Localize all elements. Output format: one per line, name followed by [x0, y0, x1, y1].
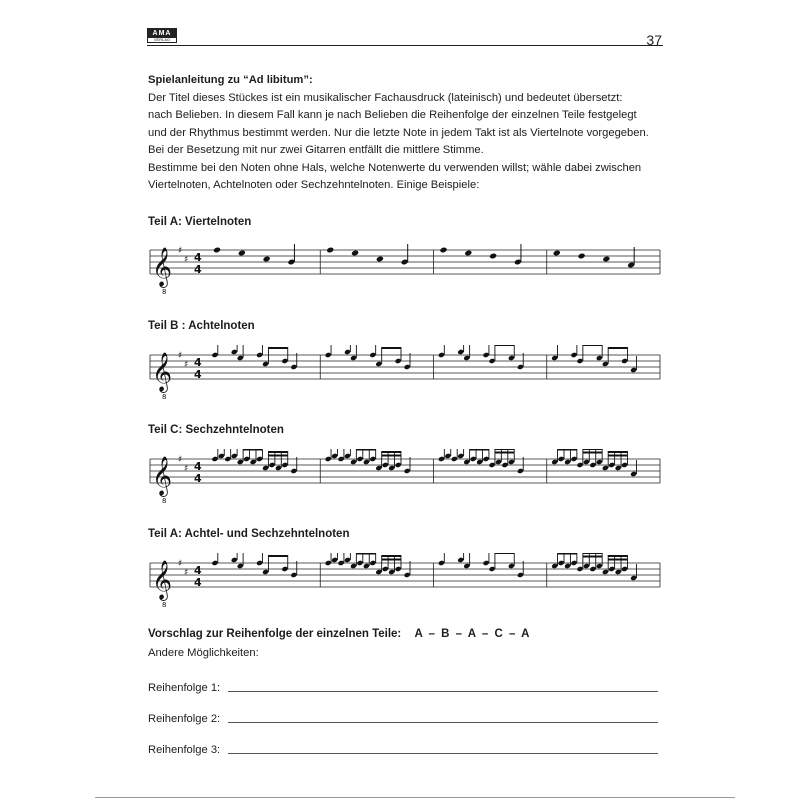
page-number: 37 [646, 32, 662, 48]
note-head [263, 256, 271, 263]
order-proposal-label: Vorschlag zur Reihenfolge der einzelnen Teile: [148, 628, 402, 640]
sharp-icon: ♯ [178, 351, 183, 361]
note-head [376, 256, 384, 263]
instructions-line: Bestimme bei den Noten ohne Hals, welche Notenwerte du verwenden willst; wähle dabei zwischen [148, 161, 642, 174]
order-input-line[interactable] [228, 691, 658, 692]
sharp-icon: ♯ [178, 559, 183, 569]
note-head [351, 250, 359, 257]
sharp-icon: ♯ [178, 455, 183, 465]
treble-clef-icon: 𝄞 [152, 352, 173, 392]
publisher-logo [147, 28, 177, 43]
note-beam [382, 559, 401, 561]
order-proposal-sequence: A – B – A – C – A [414, 628, 530, 640]
note-beam [583, 345, 602, 346]
note-beam [382, 347, 401, 349]
note-beam [583, 556, 602, 558]
note-head [439, 247, 447, 254]
note-beam [558, 553, 577, 555]
section-heading: Teil B : Achtelnoten [148, 320, 255, 332]
note-beam [382, 555, 401, 557]
sharp-icon: ♯ [184, 360, 189, 370]
sharp-icon: ♯ [178, 246, 183, 256]
note-beam [608, 347, 627, 349]
note-beam [268, 555, 287, 557]
time-signature-top: 4 [194, 251, 202, 264]
sharp-icon: ♯ [184, 255, 189, 265]
note-beam [382, 455, 401, 457]
instructions [148, 72, 668, 195]
treble-clef-icon: 𝄞 [152, 456, 173, 496]
sharp-icon: ♯ [184, 464, 189, 474]
instructions-line: Viertelnoten, Achtelnoten oder Sechzehntelnoten. Einige Beispiele: [148, 179, 480, 191]
music-staff [145, 553, 665, 613]
note-beam [268, 347, 287, 349]
note-head [602, 256, 610, 263]
note-beam [243, 449, 262, 451]
note-head [578, 253, 586, 260]
note-head [213, 247, 221, 254]
logo-text: AMA [148, 29, 176, 38]
order-label: Reihenfolge 3: [148, 744, 221, 756]
note-beam [382, 451, 401, 453]
note-beam [583, 452, 602, 454]
note-head [464, 250, 472, 257]
note-beam [558, 449, 577, 451]
time-signature-bottom: 4 [194, 263, 202, 276]
section-heading: Teil C: Sechzehntelnoten [148, 424, 284, 436]
octave-mark: 8 [162, 393, 167, 401]
note-beam [495, 449, 514, 450]
instructions-line: und der Rhythmus bestimmt werden. Nur die letzte Note in jedem Takt ist als Viertelnote vorgegeben. [148, 126, 649, 139]
music-staff [145, 449, 665, 509]
note-beam [495, 345, 514, 346]
octave-mark: 8 [162, 601, 167, 609]
note-beam [583, 449, 602, 450]
instructions-line: Der Titel dieses Stückes ist ein musikalischer Fachausdruck (lateinisch) und bedeutet übersetzt: [148, 91, 623, 104]
treble-clef-icon: 𝄞 [152, 560, 173, 600]
note-head [489, 253, 497, 260]
note-beam [268, 451, 287, 453]
page-bottom-edge [95, 797, 735, 798]
note-beam [495, 452, 514, 454]
note-beam [495, 553, 514, 554]
note-beam [608, 451, 627, 453]
other-options-label: Andere Möglichkeiten: [148, 647, 259, 659]
music-staff [145, 240, 665, 300]
time-signature-top: 4 [194, 356, 202, 369]
section-heading: Teil A: Viertelnoten [148, 216, 252, 228]
note-head [238, 250, 246, 257]
note-beam [608, 559, 627, 561]
time-signature-bottom: 4 [194, 472, 202, 485]
instructions-line: nach Belieben. In diesem Fall kann je nach Belieben die Reihenfolge der einzelnen Teile festgelegt [148, 109, 637, 121]
note-beam [608, 555, 627, 557]
order-label: Reihenfolge 2: [148, 713, 221, 725]
logo-subtext: VERLAG [153, 37, 171, 42]
order-label: Reihenfolge 1: [148, 682, 221, 694]
time-signature-bottom: 4 [194, 368, 202, 381]
note-beam [268, 455, 287, 457]
instructions-line: Bei der Besetzung mit nur zwei Gitarren entfällt die mittlere Stimme. [148, 144, 484, 156]
section-heading: Teil A: Achtel- und Sechzehntelnoten [148, 528, 350, 540]
note-beam [583, 553, 602, 554]
note-beam [356, 553, 375, 555]
order-input-line[interactable] [228, 753, 658, 754]
time-signature-top: 4 [194, 460, 202, 473]
note-head [326, 247, 334, 254]
order-input-line[interactable] [228, 722, 658, 723]
music-staff [145, 345, 665, 405]
header-rule [147, 45, 663, 46]
time-signature-top: 4 [194, 564, 202, 577]
order-proposal [148, 628, 529, 640]
note-beam [356, 449, 375, 451]
instructions-title: Spielanleitung zu “Ad libitum”: [148, 74, 313, 86]
note-head [553, 250, 561, 257]
octave-mark: 8 [162, 288, 167, 296]
time-signature-bottom: 4 [194, 576, 202, 589]
sharp-icon: ♯ [184, 568, 189, 578]
treble-clef-icon: 𝄞 [152, 247, 173, 287]
octave-mark: 8 [162, 497, 167, 505]
note-beam [608, 455, 627, 457]
note-beam [470, 449, 489, 451]
